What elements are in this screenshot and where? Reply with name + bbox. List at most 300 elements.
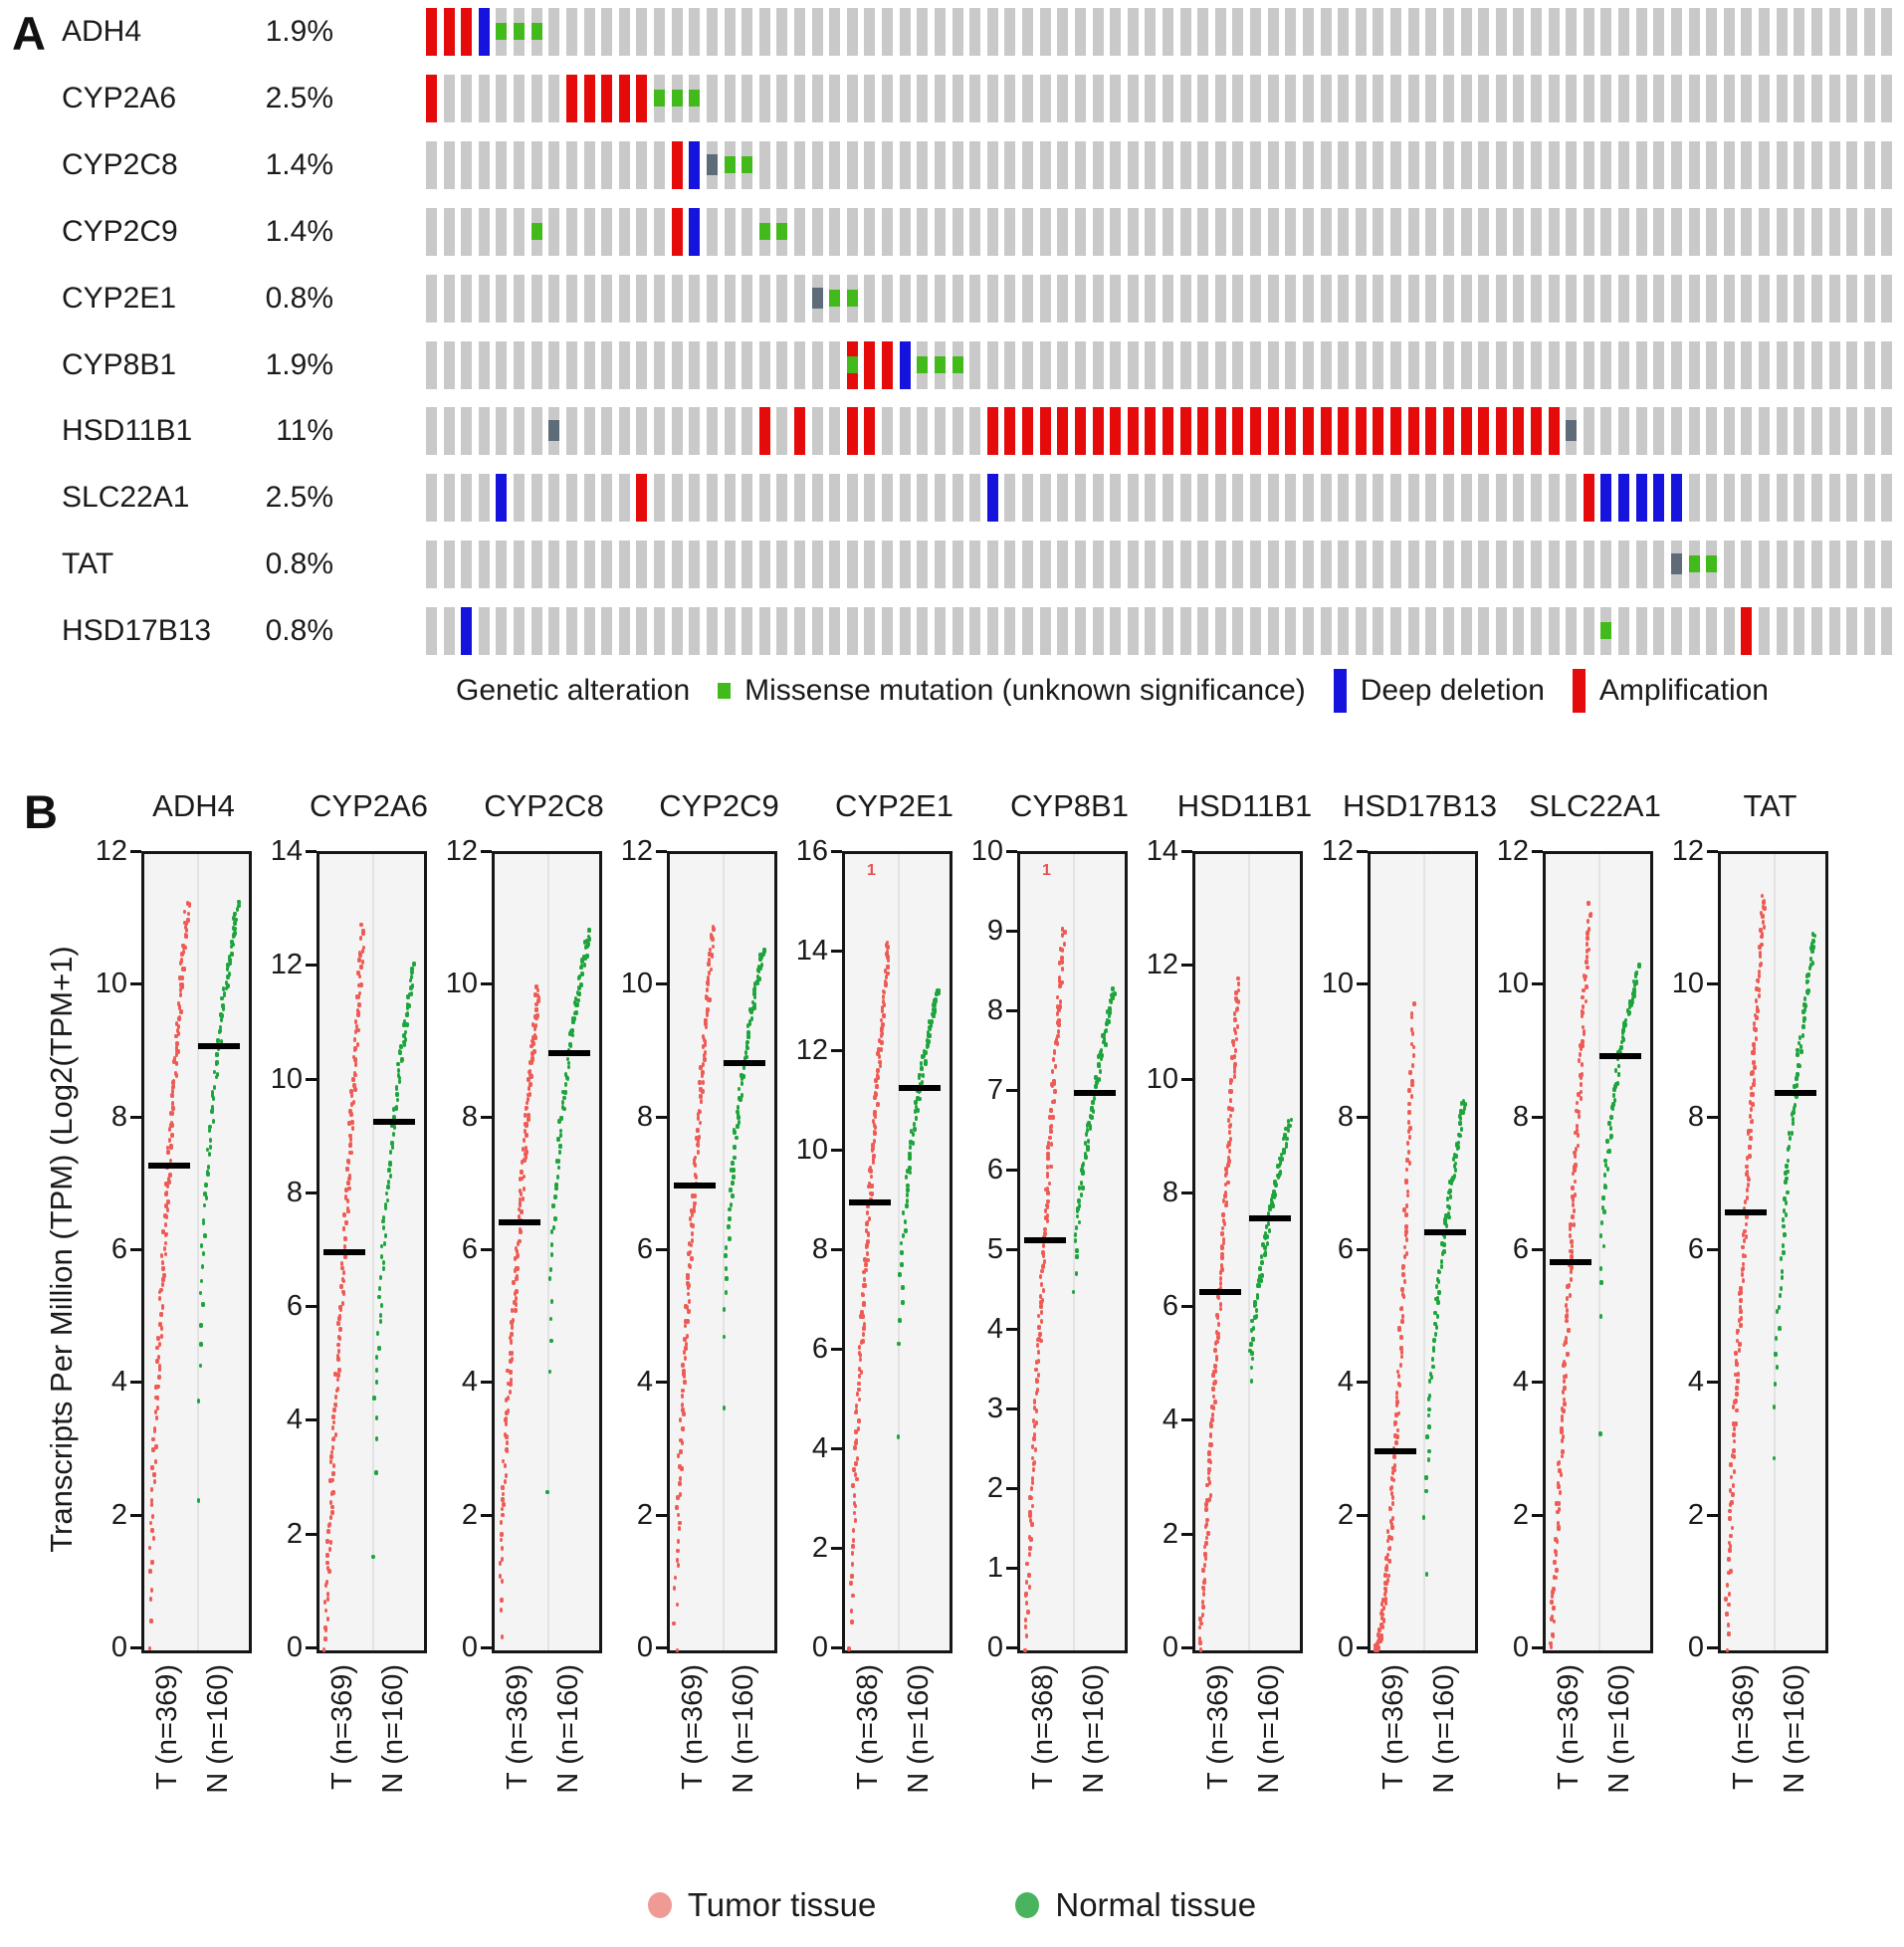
sample-bar xyxy=(917,541,928,588)
sample-bar xyxy=(514,275,525,323)
sample-dot xyxy=(201,1302,204,1307)
sample-bar-amplification xyxy=(1461,407,1472,455)
sample-dot xyxy=(375,1368,378,1373)
sample-dot xyxy=(900,1262,903,1267)
plot-box xyxy=(1017,851,1128,1653)
sample-bar xyxy=(1321,8,1332,56)
amplification-swatch-icon xyxy=(1573,669,1586,713)
sample-dot xyxy=(934,998,937,1003)
sample-bar-deep_deletion xyxy=(900,341,911,389)
sample-dot xyxy=(1390,1491,1393,1496)
sample-dot xyxy=(857,1388,860,1393)
sample-dot xyxy=(1091,1100,1094,1105)
sample-dot xyxy=(1732,1448,1735,1453)
sample-dot xyxy=(336,1387,339,1392)
sample-bar xyxy=(1584,407,1594,455)
sample-bar-amplification xyxy=(1390,407,1401,455)
sample-bar xyxy=(584,275,595,323)
sample-dot xyxy=(504,1479,507,1484)
sample-dot xyxy=(170,1133,173,1138)
sample-bar-amplification xyxy=(601,75,612,122)
sample-dot xyxy=(1048,1182,1051,1187)
sample-dot xyxy=(159,1288,162,1293)
sample-dot xyxy=(1086,1147,1089,1152)
sample-dot xyxy=(501,1507,504,1512)
sample-bar xyxy=(1811,8,1822,56)
sample-dot xyxy=(338,1327,341,1332)
missense-overlay xyxy=(531,23,542,40)
sample-dot xyxy=(1585,984,1587,989)
sample-dot xyxy=(913,1122,916,1127)
sample-bar xyxy=(1689,341,1700,389)
sample-dot xyxy=(1747,1176,1750,1181)
sample-dot xyxy=(1579,1052,1582,1057)
sample-bar xyxy=(1338,541,1349,588)
sample-dot xyxy=(676,1603,679,1608)
sample-bar xyxy=(1285,208,1296,256)
sample-bar-missense xyxy=(654,75,665,122)
plot-title: CYP8B1 xyxy=(1010,788,1129,823)
sample-dot xyxy=(1621,1035,1624,1040)
sample-bar xyxy=(1653,541,1664,588)
sample-dot xyxy=(1724,1597,1727,1602)
sample-dot xyxy=(1743,1229,1746,1234)
sample-dot xyxy=(152,1472,155,1477)
alteration-percent: 0.8% xyxy=(265,281,333,315)
sample-bar xyxy=(1093,141,1104,189)
sample-bar xyxy=(741,208,752,256)
sample-dot xyxy=(522,1196,525,1201)
sample-bar xyxy=(812,407,823,455)
sample-dot xyxy=(1745,1234,1748,1239)
sample-bar-other xyxy=(1566,407,1577,455)
sample-dot xyxy=(1435,1284,1438,1289)
sample-dot xyxy=(1061,967,1064,972)
sample-dot xyxy=(1576,1101,1579,1106)
sample-dot xyxy=(687,1292,690,1297)
y-tick-label: 6 xyxy=(1687,1233,1704,1265)
sample-bar-missense xyxy=(1689,541,1700,588)
sample-bar xyxy=(1794,8,1804,56)
sample-dot xyxy=(1198,1625,1201,1630)
sample-dot xyxy=(681,1403,684,1407)
sample-bar xyxy=(1864,275,1875,323)
sample-dot xyxy=(1384,1597,1387,1602)
sample-dot xyxy=(1555,1568,1558,1573)
sample-bar xyxy=(654,341,665,389)
sample-dot xyxy=(1586,942,1588,947)
sample-dot xyxy=(576,990,579,995)
sample-dot xyxy=(1437,1279,1440,1284)
sample-bar xyxy=(1461,141,1472,189)
sample-bar-amplification xyxy=(566,75,577,122)
sample-bar xyxy=(969,75,980,122)
sample-bar xyxy=(1864,141,1875,189)
sample-bar xyxy=(741,541,752,588)
sample-bar xyxy=(1846,474,1857,522)
sample-bar xyxy=(725,474,736,522)
sample-dot xyxy=(863,1277,866,1282)
y-tick-mark xyxy=(1181,850,1192,853)
y-tick-label: 6 xyxy=(986,1154,1003,1186)
sample-bar xyxy=(776,341,787,389)
sample-bar xyxy=(935,407,946,455)
sample-dot xyxy=(1395,1400,1398,1405)
sample-bar xyxy=(935,541,946,588)
sample-dot xyxy=(527,1117,529,1122)
sample-dot xyxy=(700,1100,703,1105)
sample-dot xyxy=(352,1100,355,1105)
sample-bar xyxy=(1531,8,1542,56)
sample-dot xyxy=(906,1198,909,1203)
y-tick-mark xyxy=(481,1248,492,1251)
y-tick-label: 12 xyxy=(1146,949,1178,981)
sample-bar xyxy=(1566,8,1577,56)
sample-bar xyxy=(1478,474,1489,522)
sample-bar xyxy=(1811,541,1822,588)
sample-bar xyxy=(1022,541,1033,588)
sample-dot xyxy=(380,1254,383,1259)
y-tick-mark xyxy=(831,1348,842,1351)
sample-dot xyxy=(154,1444,157,1449)
sample-bar xyxy=(1706,208,1717,256)
sample-dot xyxy=(1405,1168,1408,1173)
sample-dot xyxy=(869,1166,872,1171)
sample-bar xyxy=(601,141,612,189)
sample-dot xyxy=(549,1317,552,1322)
sample-dot xyxy=(868,1216,871,1221)
sample-bar xyxy=(741,8,752,56)
sample-bar xyxy=(1513,8,1524,56)
sample-bar xyxy=(812,8,823,56)
sample-bar xyxy=(1584,341,1594,389)
sample-dot xyxy=(1219,1276,1222,1281)
sample-bar xyxy=(444,208,455,256)
sample-dot xyxy=(336,1321,339,1326)
sample-bar xyxy=(1215,541,1226,588)
sample-bar xyxy=(1636,141,1647,189)
sample-dot xyxy=(1726,1648,1729,1653)
sample-dot xyxy=(361,929,364,934)
sample-dot xyxy=(580,972,583,976)
y-tick-label: 6 xyxy=(286,1290,303,1323)
sample-bar-missense xyxy=(689,75,700,122)
sample-bar xyxy=(1829,75,1840,122)
sample-dot xyxy=(683,1380,686,1385)
sample-dot xyxy=(1587,948,1590,953)
sample-dot xyxy=(1388,1546,1391,1551)
sample-dot xyxy=(1728,1516,1731,1521)
sample-bar xyxy=(461,208,472,256)
sample-dot xyxy=(188,902,191,907)
sample-dot xyxy=(1260,1273,1263,1278)
sample-dot xyxy=(204,1183,207,1188)
sample-dot xyxy=(397,1068,400,1073)
sample-dot xyxy=(1230,1089,1233,1094)
sample-dot xyxy=(358,991,361,996)
y-tick-mark xyxy=(831,1646,842,1649)
sample-dot xyxy=(1567,1329,1570,1334)
sample-bar xyxy=(1549,275,1560,323)
sample-bar xyxy=(1549,474,1560,522)
sample-dot xyxy=(1399,1335,1402,1340)
panel-b-label: B xyxy=(24,785,58,838)
sample-dot xyxy=(1382,1606,1385,1611)
sample-bar xyxy=(1373,275,1383,323)
sample-bar xyxy=(1250,8,1261,56)
sample-dot xyxy=(331,1425,334,1430)
sample-bar xyxy=(1549,75,1560,122)
sample-dot xyxy=(1207,1450,1210,1455)
y-tick-mark xyxy=(1006,1646,1017,1649)
sample-dot xyxy=(215,1052,218,1057)
sample-dot xyxy=(356,1042,359,1047)
median-bar xyxy=(1375,1448,1416,1454)
sample-bar xyxy=(1250,208,1261,256)
sample-dot xyxy=(179,992,182,997)
sample-dot xyxy=(1745,1165,1748,1170)
sample-dot xyxy=(1076,1209,1079,1214)
sample-bar xyxy=(636,607,647,655)
sample-dot xyxy=(1410,1079,1413,1084)
sample-bar-amplification xyxy=(1478,407,1489,455)
sample-dot xyxy=(728,1207,731,1212)
missense-overlay xyxy=(1706,555,1717,572)
sample-dot xyxy=(168,1138,171,1143)
sample-dot xyxy=(1747,1183,1750,1188)
sample-dot xyxy=(1552,1587,1555,1592)
y-tick-label: 2 xyxy=(110,1498,127,1531)
sample-bar xyxy=(969,607,980,655)
sample-dot xyxy=(762,948,765,953)
sample-dot xyxy=(1390,1536,1393,1541)
sample-dot xyxy=(1108,1019,1111,1024)
sample-dot xyxy=(162,1273,165,1278)
y-tick-label: 4 xyxy=(110,1366,127,1399)
sample-dot xyxy=(724,1253,727,1258)
sample-dot xyxy=(186,918,189,923)
sample-dot xyxy=(679,1449,682,1454)
sample-dot xyxy=(512,1280,515,1285)
sample-bar xyxy=(1513,141,1524,189)
sample-dot xyxy=(1555,1576,1558,1581)
y-tick-mark xyxy=(1357,1381,1368,1384)
sample-dot xyxy=(857,1426,860,1431)
sample-dot xyxy=(677,1539,680,1544)
sample-dot xyxy=(1224,1167,1227,1172)
sample-bar-deep_deletion xyxy=(987,474,998,522)
sample-bar xyxy=(1075,607,1086,655)
y-tick-mark xyxy=(656,1381,667,1384)
missense-overlay xyxy=(672,90,683,107)
sample-dot xyxy=(686,1334,689,1339)
sample-bar xyxy=(619,341,630,389)
sample-dot xyxy=(723,1307,726,1312)
sample-bar xyxy=(1303,607,1314,655)
sample-bar xyxy=(1232,208,1243,256)
sample-dot xyxy=(1742,1278,1745,1283)
sample-dot xyxy=(1570,1239,1573,1244)
sample-dot xyxy=(1786,1170,1789,1175)
sample-dot xyxy=(329,1515,332,1520)
sample-dot xyxy=(1794,1103,1797,1108)
median-bar xyxy=(373,1119,415,1125)
sample-dot xyxy=(1401,1272,1404,1277)
y-tick-label: 0 xyxy=(1162,1631,1178,1663)
sample-dot xyxy=(377,1346,380,1351)
sample-bar xyxy=(1443,541,1454,588)
sample-dot xyxy=(1028,1585,1031,1590)
sample-bar-deep_deletion xyxy=(1618,474,1629,522)
sample-bar xyxy=(1093,607,1104,655)
sample-dot xyxy=(1607,1121,1610,1126)
sample-dot xyxy=(1791,1131,1794,1136)
sample-bar xyxy=(601,541,612,588)
sample-bar xyxy=(1881,141,1892,189)
sample-bar xyxy=(479,474,490,522)
sample-dot xyxy=(1203,1552,1206,1557)
sample-bar xyxy=(1864,208,1875,256)
plot-box xyxy=(1718,851,1828,1653)
sample-dot xyxy=(552,1225,555,1230)
sample-bar xyxy=(1549,541,1560,588)
sample-bar xyxy=(1566,275,1577,323)
sample-bar xyxy=(1022,141,1033,189)
x-group-label: T (n=369) xyxy=(1728,1664,1760,1791)
sample-dot xyxy=(1582,1025,1585,1030)
sample-bar xyxy=(864,141,875,189)
sample-dot xyxy=(1400,1355,1403,1360)
sample-bar xyxy=(759,607,770,655)
y-tick-mark xyxy=(481,1381,492,1384)
sample-dot xyxy=(1727,1603,1730,1608)
sample-dot xyxy=(1230,1107,1233,1112)
sample-dot xyxy=(685,1342,688,1347)
sample-bar xyxy=(1390,474,1401,522)
sample-dot xyxy=(1774,1352,1777,1357)
x-group-label: T (n=369) xyxy=(1553,1664,1585,1791)
y-tick-label: 10 xyxy=(970,835,1003,867)
plot-title: HSD17B13 xyxy=(1342,788,1498,823)
sample-dot xyxy=(383,1241,386,1246)
sample-dot xyxy=(1023,1648,1026,1653)
sample-dot xyxy=(361,960,364,965)
sample-bar xyxy=(584,407,595,455)
median-bar xyxy=(198,1043,240,1049)
sample-dot xyxy=(534,1023,537,1028)
sample-bar xyxy=(864,208,875,256)
sample-bar xyxy=(741,275,752,323)
sample-dot xyxy=(1749,1114,1752,1119)
sample-bar xyxy=(1777,541,1788,588)
sample-bar xyxy=(1461,607,1472,655)
sample-dot xyxy=(1570,1277,1573,1282)
sample-dot xyxy=(1609,1126,1612,1131)
sample-bar xyxy=(1671,75,1682,122)
sample-dot xyxy=(698,1135,701,1140)
x-group-label: T (n=369) xyxy=(151,1664,183,1791)
sample-dot xyxy=(866,1258,869,1263)
sample-bar-deep_deletion xyxy=(689,208,700,256)
sample-bar xyxy=(1584,275,1594,323)
sample-bar-amplification xyxy=(1163,407,1173,455)
sample-dot xyxy=(1201,1586,1204,1591)
sample-bar xyxy=(1496,8,1507,56)
sample-dot xyxy=(1558,1507,1561,1512)
sample-bar-amplification xyxy=(444,8,455,56)
sample-bar xyxy=(426,341,437,389)
sample-bar xyxy=(1618,407,1629,455)
sample-dot xyxy=(1787,1159,1790,1164)
sample-bar xyxy=(759,474,770,522)
sample-bar-amplification xyxy=(1093,407,1104,455)
sample-dot xyxy=(1578,1114,1581,1119)
sample-dot xyxy=(1811,939,1814,944)
y-tick-mark xyxy=(481,1646,492,1649)
sample-dot xyxy=(558,1150,561,1155)
y-tick-label: 0 xyxy=(286,1631,303,1663)
sample-dot xyxy=(1427,1449,1430,1454)
sample-dot xyxy=(908,1152,911,1157)
y-tick-mark xyxy=(1006,1169,1017,1172)
sample-dot xyxy=(519,1189,522,1193)
sample-bar xyxy=(1829,407,1840,455)
sample-bar xyxy=(496,208,507,256)
sample-bar-amplification xyxy=(1321,407,1332,455)
sample-bar xyxy=(1128,474,1139,522)
sample-dot xyxy=(175,1041,178,1046)
y-tick-label: 8 xyxy=(636,1100,653,1133)
sample-dot xyxy=(1236,1024,1239,1029)
sample-dot xyxy=(1748,1145,1751,1150)
sample-bar xyxy=(1741,141,1752,189)
sample-bar xyxy=(1496,541,1507,588)
sample-bar xyxy=(1022,341,1033,389)
sample-dot xyxy=(1576,1124,1579,1129)
sample-bar xyxy=(1075,474,1086,522)
sample-bar xyxy=(1022,275,1033,323)
sample-bar xyxy=(776,607,787,655)
sample-dot xyxy=(681,1363,684,1368)
sample-bar xyxy=(1303,208,1314,256)
sample-dot xyxy=(1204,1507,1207,1512)
sample-dot xyxy=(548,1370,551,1375)
sample-dot xyxy=(901,1285,904,1290)
sample-dot xyxy=(228,972,231,976)
sample-dot xyxy=(1761,932,1764,937)
sample-bar xyxy=(1093,541,1104,588)
y-tick-label: 0 xyxy=(636,1631,653,1663)
sample-dot xyxy=(1579,1073,1582,1078)
sample-dot xyxy=(1080,1192,1083,1197)
sample-dot xyxy=(1555,1501,1558,1506)
sample-dot xyxy=(1198,1636,1201,1641)
x-group-label: N (n=160) xyxy=(1253,1664,1285,1794)
sample-dot xyxy=(725,1245,728,1250)
sample-dot xyxy=(1558,1468,1561,1473)
sample-dot xyxy=(1454,1154,1457,1159)
y-tick-label: 12 xyxy=(445,835,478,867)
sample-bar xyxy=(1689,75,1700,122)
legend-item-deep-deletion xyxy=(1334,669,1545,713)
sample-dot xyxy=(150,1588,153,1593)
sample-bar xyxy=(1180,341,1191,389)
sample-bar xyxy=(619,141,630,189)
sample-dot xyxy=(1393,1420,1396,1425)
legend-item-label: Normal tissue xyxy=(1055,1886,1257,1923)
sample-dot xyxy=(232,926,235,931)
sample-bar xyxy=(759,541,770,588)
